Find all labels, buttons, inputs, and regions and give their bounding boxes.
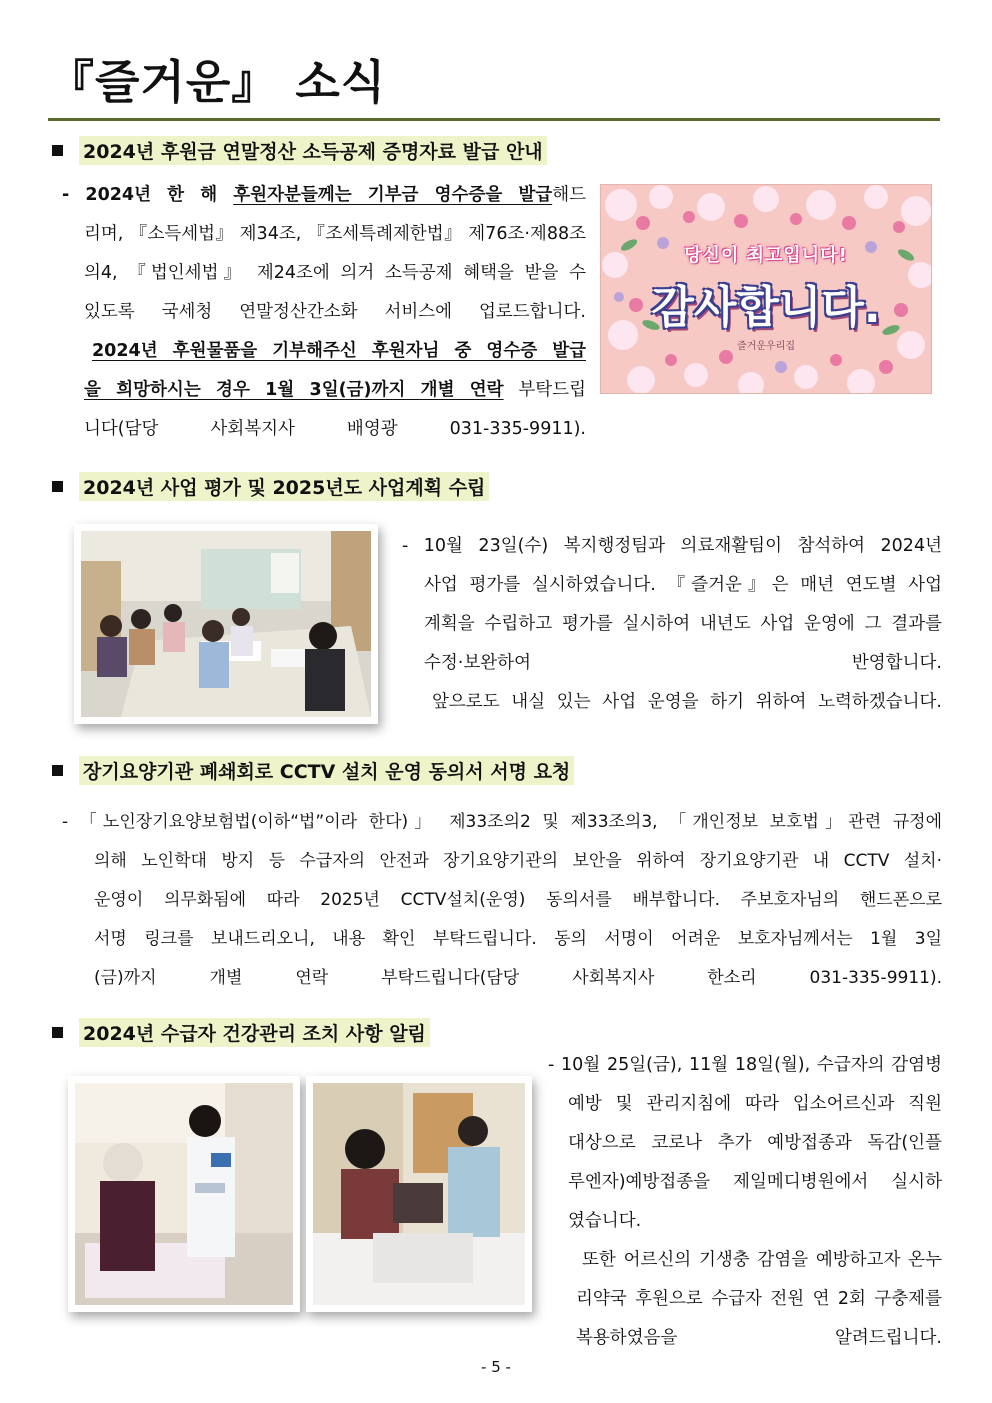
text-line: 또한 어르신의 기생충 감염을 예방하고자 온누 [582,1250,942,1270]
meeting-photo-image [81,531,371,717]
text-line: 앞으로도 내실 있는 사업 운영을 하기 위하여 노력하겠습니다. [432,692,942,712]
text-line: 리약국 후원으로 수급자 전원 연 2회 구충제를 [576,1289,942,1309]
section-heading-health-care [52,1018,430,1047]
title-divider [48,118,940,121]
vaccination-photo-2-image [313,1083,525,1305]
text-line: 예방 및 관리지침에 따라 입소어르신과 직원 [568,1094,942,1114]
text-line: 수정·보완하여 반영합니다. [424,653,942,673]
health-care-paragraph [548,1046,942,1358]
cctv-paragraph [62,803,942,998]
text-line: - 10월 23일(수) 복지행정팀과 의료재활팀이 참석하여 2024년 [402,536,942,556]
page-title: 『즐거운』 소식 [48,55,387,109]
text-line: 2024년 후원물품을 기부해주신 후원자님 중 영수증 발급 [92,341,586,361]
square-bullet-icon [52,145,63,156]
text-line: (금)까지 개별 연락 부탁드립니다(담당 사회복지사 한소리 031-335-9911). [94,968,942,988]
section-heading-cctv [52,756,574,785]
text-line: 복용하였음을 알려드립니다. [576,1328,942,1348]
banner-caption: 즐거운우리집 [737,341,795,352]
text-line: 의해 노인학대 방지 등 수급자의 안전과 장기요양기관의 보안을 위하여 장기요양기관 내 CCTV 설치· [94,851,942,871]
text-line: - 「노인장기요양보험법(이하“법”이라 한다)」 제33조의2 및 제33조의3, 「개인정보 보호법」관련 규정에 [62,812,942,832]
text-line: 리며, 『소득세법』 제34조, 『조세특례제한법』 제76조·제88조 [84,224,586,244]
text-line: 계획을 수립하고 평가를 실시하여 내년도 사업 운영에 그 결과를 [424,614,942,634]
text-line: 서명 링크를 보내드리오니, 내용 확인 부탁드립니다. 동의 서명이 어려운 보호자님께서는 1월 3일 [94,929,942,949]
section-heading-business-plan [52,472,489,501]
text-line: - 2024년 한 해 후원자분들께는 기부금 영수증을 발급해드 [62,185,586,205]
text-line: 운영이 의무화됨에 따라 2025년 CCTV설치(운영) 동의서를 배부합니다. 주보호자님의 핸드폰으로 [94,890,942,910]
vaccination-photo-1 [68,1076,300,1312]
text-line: 있도록 국세청 연말정산간소화 서비스에 업로드합니다. [84,302,586,322]
square-bullet-icon [52,765,63,776]
text-line: 사업 평가를 실시하였습니다. 『즐거운』은 매년 연도별 사업 [424,575,942,595]
section-heading-text: 2024년 사업 평가 및 2025년도 사업계획 수립 [79,472,489,501]
business-plan-paragraph [402,527,942,722]
text-line: 대상으로 코로나 추가 예방접종과 독감(인플 [568,1133,942,1153]
text-line: 루엔자)예방접종을 제일메디병원에서 실시하 [568,1172,942,1192]
square-bullet-icon [52,1027,63,1038]
donation-notice-paragraph: - 2024년 한 해 후원자분들께는 기부금 영수증을 발급해드 리며, 『소득세법』 제34조, 『조세특례제한법』 제76조·제88조 의4, 『법인세법』 제24조에 의거 소득공제 혜택을 받을 수 있도록 국세청 연말정산간소화 서비스에 업로드합니다. 2024년 후원물품을 기부해주신 후원자님 중 영수증 발급 을 희망하시는 경우 1월 3일(금)까지 개별 연락 부탁드립 니다(담당 사회복지사 배영광 031-335-9911). [62,176,586,449]
text-line: 의4, 『법인세법』 제24조에 의거 소득공제 혜택을 받을 수 [84,263,586,283]
meeting-photo [74,524,378,724]
section-heading-donation-receipt [52,136,547,165]
text-line: - 10월 25일(금), 11월 18일(월), 수급자의 감염병 [548,1055,942,1075]
section-heading-text: 장기요양기관 폐쇄회로 CCTV 설치 운영 동의서 서명 요청 [79,756,574,785]
page-number: - 5 - [481,1358,511,1376]
square-bullet-icon [52,481,63,492]
banner-subtitle: 당신이 최고입니다! [684,245,848,266]
text-line: 니다(담당 사회복지사 배영광 031-335-9911). [84,419,586,439]
section-heading-text: 2024년 수급자 건강관리 조치 사항 알림 [79,1018,430,1047]
vaccination-photo-1-image [75,1083,293,1305]
text-line: 였습니다. [568,1211,642,1231]
section-heading-text: 2024년 후원금 연말정산 소득공제 증명자료 발급 안내 [79,136,547,165]
thank-you-banner [600,184,932,394]
vaccination-photo-2 [306,1076,532,1312]
banner-title: 감사합니다. [651,282,881,333]
